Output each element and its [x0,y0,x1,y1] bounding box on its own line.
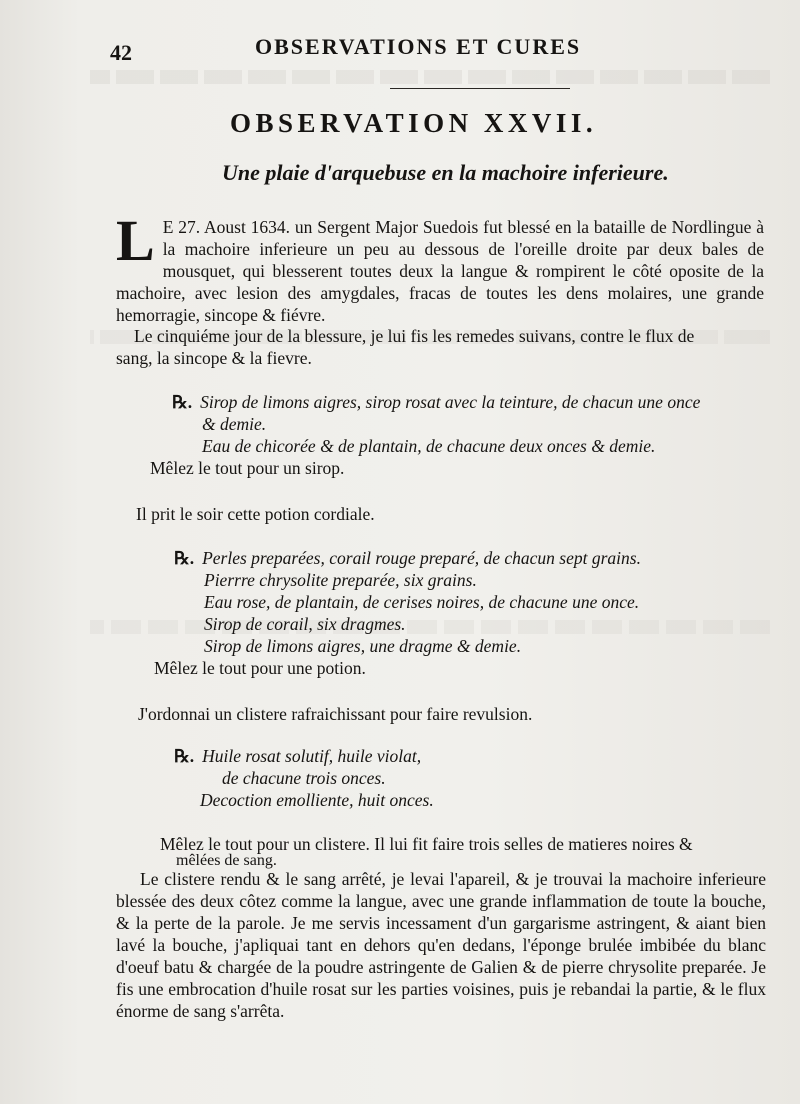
running-title: OBSERVATIONS ET CURES [255,34,582,59]
mix-instruction: mêlées de sang. [176,852,277,869]
recipe-symbol: ℞. [172,392,193,412]
paragraph-line: Il prit le soir cette potion cordiale. [136,504,375,524]
prescription-line: Decoction emolliente, huit onces. [200,790,434,810]
prescription-line [174,548,641,569]
prescription-text: Huile rosat solutif, huile violat, [202,746,422,766]
prescription-text: Sirop de limons aigres, sirop rosat avec la teinture, de chacun une once [200,392,701,412]
paragraph-case-description [116,208,764,326]
recipe-symbol: ℞. [174,746,195,766]
page-number: 42 [110,40,132,65]
prescription-text: Perles preparées, corail rouge preparé, de chacun sept grains. [202,548,641,568]
drop-cap: L [116,208,155,273]
paragraph-text: E 27. Aoust 1634. un Sergent Major Suedois fut blessé en la bataille de Nordlingue à la machoire inferieure un peu au dessous de l'oreille droite par deux bales de mousquet, qui blesserent toutes deux la langue & rompirent le côté oposite de la machoire, avec lesion des amygdales, fracas de toutes les dens molaires, une grande hemorragie, sincope & fiévre. [116,217,764,325]
paragraph-line: J'ordonnai un clistere rafraichissant pour faire revulsion. [138,704,533,724]
bleed-through [90,70,770,84]
paragraph-line: Le cinquiéme jour de la blessure, je lui fis les remedes suivans, contre le flux de [134,326,695,346]
mix-instruction: Mêlez le tout pour un sirop. [150,458,345,478]
bleed-through [90,620,770,634]
prescription-line [172,392,700,413]
mix-instruction: Mêlez le tout pour un clistere. Il lui fit faire trois selles de matieres noires & [160,834,693,854]
prescription-line: & demie. [202,414,267,434]
prescription-line [174,746,421,767]
observation-subtitle: Une plaie d'arquebuse en la machoire inferieure. [222,160,669,185]
prescription-line: Eau rose, de plantain, de cerises noires, de chacune une once. [204,592,640,612]
prescription-line: Pierrre chrysolite preparée, six grains. [204,570,477,590]
paragraph-treatment: Le clistere rendu & le sang arrêté, je levai l'apareil, & je trouvai la machoire inferieure blessée des deux côtez comme la langue, avec une grande inflammation de toute la bouche, & la perte de la parole. Je me servis incessament d'un gargarisme astringent, & aiant bien lavé la bouche, j'apliquai tant en dehors qu'en dedans, l'éponge brulée imbibée du blanc d'oeuf batu & chargée de la poudre astringente de Galien & de pierre chrysolite preparée. Je fis une embrocation d'huile rosat sur les parties voisines, puis je rebandai la partie, & le flux énorme de sang s'arrêta. [116,869,766,1021]
prescription-line: Sirop de corail, six dragmes. [204,614,406,634]
prescription-line: Eau de chicorée & de plantain, de chacune deux onces & demie. [202,436,656,456]
recipe-symbol: ℞. [174,548,195,568]
paragraph-line: sang, la sincope & la fievre. [116,348,312,368]
mix-instruction: Mêlez le tout pour une potion. [154,658,366,678]
observation-title: OBSERVATION XXVII. [230,108,598,138]
title-rule [390,88,570,89]
prescription-line: Sirop de limons aigres, une dragme & demie. [204,636,522,656]
prescription-line: de chacune trois onces. [222,768,386,788]
